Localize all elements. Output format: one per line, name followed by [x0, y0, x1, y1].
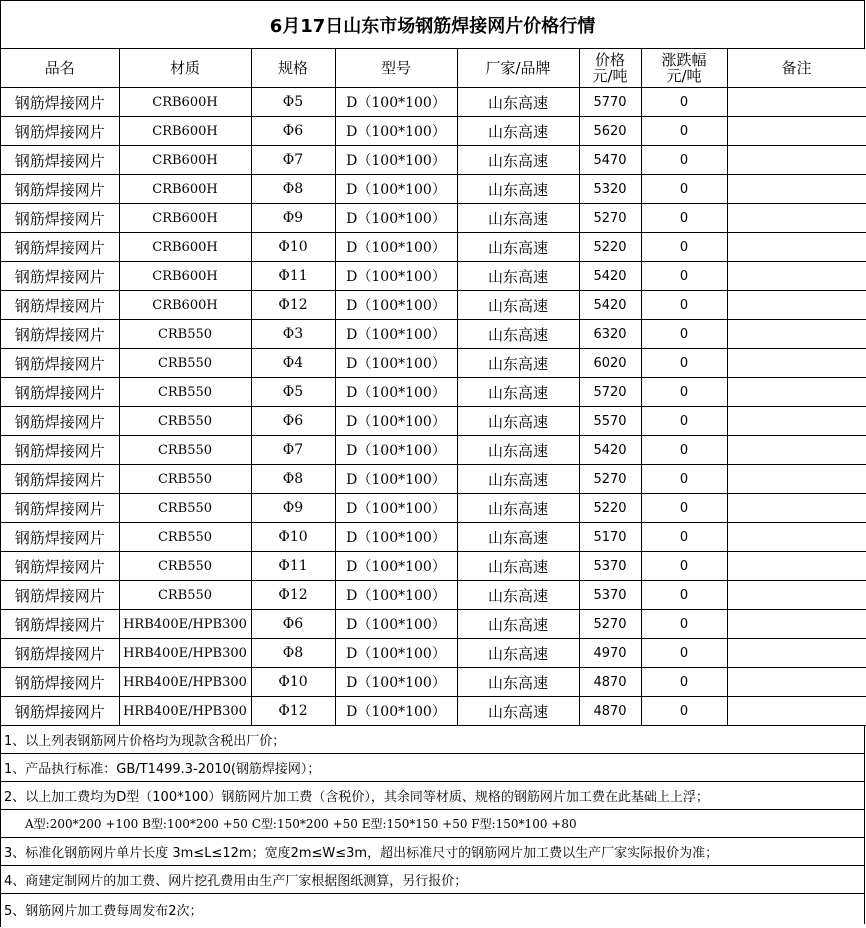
cell-spec: Φ8 — [251, 175, 335, 204]
table-row — [1, 668, 866, 697]
cell-price: 5320 — [579, 175, 641, 204]
table-row — [1, 697, 866, 726]
cell-remark — [727, 436, 866, 465]
cell-remark — [727, 465, 866, 494]
cell-name: 钢筋焊接网片 — [1, 204, 119, 233]
cell-name: 钢筋焊接网片 — [1, 581, 119, 610]
cell-name: 钢筋焊接网片 — [1, 378, 119, 407]
cell-price: 5270 — [579, 610, 641, 639]
cell-change: 0 — [641, 407, 727, 436]
cell-spec: Φ6 — [251, 610, 335, 639]
cell-remark — [727, 233, 866, 262]
cell-material: CRB550 — [119, 552, 251, 581]
cell-spec: Φ12 — [251, 581, 335, 610]
cell-name: 钢筋焊接网片 — [1, 233, 119, 262]
cell-material: CRB550 — [119, 494, 251, 523]
table-row — [1, 117, 866, 146]
cell-material: HRB400E/HPB300 — [119, 668, 251, 697]
cell-brand: 山东高速 — [457, 262, 579, 291]
header-change-unit: 元/吨 — [666, 67, 702, 85]
cell-name: 钢筋焊接网片 — [1, 697, 119, 726]
cell-model: D（100*100） — [335, 639, 457, 668]
cell-change: 0 — [641, 523, 727, 552]
cell-model: D（100*100） — [335, 233, 457, 262]
cell-remark — [727, 146, 866, 175]
cell-material: CRB600H — [119, 262, 251, 291]
cell-model: D（100*100） — [335, 465, 457, 494]
cell-brand: 山东高速 — [457, 378, 579, 407]
cell-spec: Φ5 — [251, 88, 335, 117]
cell-model: D（100*100） — [335, 88, 457, 117]
table-row — [1, 291, 866, 320]
table-row — [1, 262, 866, 291]
cell-spec: Φ5 — [251, 378, 335, 407]
cell-model: D（100*100） — [335, 697, 457, 726]
cell-brand: 山东高速 — [457, 581, 579, 610]
table-row — [1, 378, 866, 407]
cell-model: D（100*100） — [335, 117, 457, 146]
sheet-title: 6月17日山东市场钢筋焊接网片价格行情 — [1, 1, 865, 49]
table-row — [1, 146, 866, 175]
cell-remark — [727, 291, 866, 320]
cell-material: HRB400E/HPB300 — [119, 697, 251, 726]
note-line: 5、钢筋网片加工费每周发布2次； — [1, 894, 865, 924]
cell-material: CRB600H — [119, 233, 251, 262]
note-line: 1、产品执行标准：GB/T1499.3-2010(钢筋焊接网）； — [1, 754, 865, 782]
cell-name: 钢筋焊接网片 — [1, 262, 119, 291]
cell-remark — [727, 378, 866, 407]
cell-change: 0 — [641, 349, 727, 378]
cell-spec: Φ3 — [251, 320, 335, 349]
cell-change: 0 — [641, 436, 727, 465]
cell-price: 5170 — [579, 523, 641, 552]
cell-remark — [727, 494, 866, 523]
cell-brand: 山东高速 — [457, 204, 579, 233]
price-table — [1, 49, 866, 726]
cell-name: 钢筋焊接网片 — [1, 88, 119, 117]
cell-brand: 山东高速 — [457, 436, 579, 465]
cell-material: CRB600H — [119, 146, 251, 175]
cell-brand: 山东高速 — [457, 349, 579, 378]
cell-material: CRB550 — [119, 523, 251, 552]
cell-model: D（100*100） — [335, 349, 457, 378]
cell-remark — [727, 407, 866, 436]
cell-brand: 山东高速 — [457, 610, 579, 639]
cell-price: 5570 — [579, 407, 641, 436]
cell-model: D（100*100） — [335, 552, 457, 581]
cell-remark — [727, 581, 866, 610]
cell-remark — [727, 552, 866, 581]
table-row — [1, 523, 866, 552]
cell-name: 钢筋焊接网片 — [1, 465, 119, 494]
cell-name: 钢筋焊接网片 — [1, 552, 119, 581]
cell-brand: 山东高速 — [457, 407, 579, 436]
table-row — [1, 639, 866, 668]
cell-spec: Φ11 — [251, 262, 335, 291]
cell-material: CRB600H — [119, 291, 251, 320]
cell-model: D（100*100） — [335, 262, 457, 291]
cell-change: 0 — [641, 117, 727, 146]
cell-change: 0 — [641, 610, 727, 639]
cell-remark — [727, 88, 866, 117]
cell-material: CRB600H — [119, 117, 251, 146]
note-line: 2、以上加工费均为D型（100*100）钢筋网片加工费（含税价），其余同等材质、规格的钢筋网片加工费在此基础上上浮； — [1, 782, 865, 810]
cell-change: 0 — [641, 262, 727, 291]
cell-change: 0 — [641, 291, 727, 320]
cell-remark — [727, 175, 866, 204]
cell-material: CRB550 — [119, 349, 251, 378]
cell-brand: 山东高速 — [457, 146, 579, 175]
table-row — [1, 233, 866, 262]
table-row — [1, 320, 866, 349]
cell-spec: Φ8 — [251, 639, 335, 668]
cell-remark — [727, 320, 866, 349]
cell-change: 0 — [641, 552, 727, 581]
cell-brand: 山东高速 — [457, 668, 579, 697]
header-change — [641, 49, 727, 88]
cell-change: 0 — [641, 639, 727, 668]
header-remark: 备注 — [727, 49, 866, 88]
cell-change: 0 — [641, 175, 727, 204]
cell-spec: Φ7 — [251, 436, 335, 465]
cell-price: 5420 — [579, 436, 641, 465]
cell-name: 钢筋焊接网片 — [1, 436, 119, 465]
cell-change: 0 — [641, 320, 727, 349]
cell-name: 钢筋焊接网片 — [1, 668, 119, 697]
cell-material: CRB550 — [119, 407, 251, 436]
cell-change: 0 — [641, 668, 727, 697]
cell-name: 钢筋焊接网片 — [1, 639, 119, 668]
cell-model: D（100*100） — [335, 291, 457, 320]
cell-name: 钢筋焊接网片 — [1, 291, 119, 320]
table-header — [1, 49, 866, 88]
note-line: 4、商建定制网片的加工费、网片挖孔费用由生产厂家根据图纸测算，另行报价； — [1, 866, 865, 894]
header-brand: 厂家/品牌 — [457, 49, 579, 88]
cell-brand: 山东高速 — [457, 117, 579, 146]
cell-model: D（100*100） — [335, 146, 457, 175]
cell-price: 5420 — [579, 262, 641, 291]
cell-model: D（100*100） — [335, 204, 457, 233]
cell-model: D（100*100） — [335, 436, 457, 465]
cell-name: 钢筋焊接网片 — [1, 407, 119, 436]
header-price-label: 价格 — [594, 51, 625, 69]
table-row — [1, 204, 866, 233]
table-body — [1, 88, 866, 726]
cell-remark — [727, 204, 866, 233]
table-row — [1, 494, 866, 523]
header-change-label: 涨跌幅 — [661, 51, 707, 69]
cell-spec: Φ6 — [251, 407, 335, 436]
cell-model: D（100*100） — [335, 407, 457, 436]
cell-brand: 山东高速 — [457, 233, 579, 262]
cell-spec: Φ11 — [251, 552, 335, 581]
cell-spec: Φ12 — [251, 291, 335, 320]
cell-change: 0 — [641, 494, 727, 523]
table-row — [1, 610, 866, 639]
cell-price: 6020 — [579, 349, 641, 378]
note-line: 3、标准化钢筋网片单片长度 3m≤L≤12m；宽度2m≤W≤3m，超出标准尺寸的钢筋网片加工费以生产厂家实际报价为准； — [1, 838, 865, 866]
cell-price: 5720 — [579, 378, 641, 407]
cell-price: 5620 — [579, 117, 641, 146]
header-price — [579, 49, 641, 88]
cell-name: 钢筋焊接网片 — [1, 494, 119, 523]
cell-model: D（100*100） — [335, 668, 457, 697]
cell-brand: 山东高速 — [457, 291, 579, 320]
cell-price: 6320 — [579, 320, 641, 349]
table-row — [1, 407, 866, 436]
cell-model: D（100*100） — [335, 494, 457, 523]
header-model: 型号 — [335, 49, 457, 88]
header-spec: 规格 — [251, 49, 335, 88]
cell-spec: Φ9 — [251, 494, 335, 523]
cell-brand: 山东高速 — [457, 320, 579, 349]
cell-model: D（100*100） — [335, 175, 457, 204]
cell-spec: Φ7 — [251, 146, 335, 175]
header-material: 材质 — [119, 49, 251, 88]
header-price-unit: 元/吨 — [592, 67, 628, 85]
cell-brand: 山东高速 — [457, 88, 579, 117]
cell-brand: 山东高速 — [457, 175, 579, 204]
cell-brand: 山东高速 — [457, 523, 579, 552]
cell-remark — [727, 349, 866, 378]
cell-model: D（100*100） — [335, 581, 457, 610]
cell-name: 钢筋焊接网片 — [1, 320, 119, 349]
notes-section — [1, 726, 865, 924]
cell-remark — [727, 523, 866, 552]
table-row — [1, 175, 866, 204]
cell-spec: Φ10 — [251, 523, 335, 552]
cell-material: CRB550 — [119, 436, 251, 465]
cell-brand: 山东高速 — [457, 639, 579, 668]
table-row — [1, 465, 866, 494]
cell-change: 0 — [641, 233, 727, 262]
cell-brand: 山东高速 — [457, 465, 579, 494]
cell-price: 5270 — [579, 204, 641, 233]
cell-remark — [727, 639, 866, 668]
cell-price: 5270 — [579, 465, 641, 494]
cell-remark — [727, 610, 866, 639]
cell-material: HRB400E/HPB300 — [119, 610, 251, 639]
cell-material: CRB600H — [119, 88, 251, 117]
cell-name: 钢筋焊接网片 — [1, 349, 119, 378]
cell-material: CRB550 — [119, 320, 251, 349]
cell-material: CRB600H — [119, 175, 251, 204]
cell-change: 0 — [641, 581, 727, 610]
table-row — [1, 552, 866, 581]
table-row — [1, 349, 866, 378]
cell-change: 0 — [641, 697, 727, 726]
cell-price: 5770 — [579, 88, 641, 117]
cell-model: D（100*100） — [335, 523, 457, 552]
note-line: 1、以上列表钢筋网片价格均为现款含税出厂价； — [1, 726, 865, 754]
cell-price: 5370 — [579, 581, 641, 610]
cell-change: 0 — [641, 465, 727, 494]
cell-spec: Φ10 — [251, 233, 335, 262]
note-line: A型:200*200 +100 B型:100*200 +50 C型:150*200 +50 E型:150*150 +50 F型:150*100 +80 — [1, 810, 865, 838]
cell-price: 5220 — [579, 233, 641, 262]
cell-material: CRB550 — [119, 465, 251, 494]
header-name: 品名 — [1, 49, 119, 88]
cell-name: 钢筋焊接网片 — [1, 117, 119, 146]
cell-model: D（100*100） — [335, 610, 457, 639]
table-row — [1, 436, 866, 465]
cell-price: 5420 — [579, 291, 641, 320]
cell-change: 0 — [641, 204, 727, 233]
cell-remark — [727, 697, 866, 726]
cell-spec: Φ4 — [251, 349, 335, 378]
cell-change: 0 — [641, 378, 727, 407]
cell-brand: 山东高速 — [457, 697, 579, 726]
cell-material: CRB600H — [119, 204, 251, 233]
cell-name: 钢筋焊接网片 — [1, 146, 119, 175]
cell-remark — [727, 117, 866, 146]
cell-price: 4870 — [579, 697, 641, 726]
cell-spec: Φ9 — [251, 204, 335, 233]
cell-spec: Φ6 — [251, 117, 335, 146]
cell-price: 5470 — [579, 146, 641, 175]
table-row — [1, 581, 866, 610]
cell-price: 5370 — [579, 552, 641, 581]
cell-price: 5220 — [579, 494, 641, 523]
cell-material: CRB550 — [119, 581, 251, 610]
cell-brand: 山东高速 — [457, 494, 579, 523]
cell-spec: Φ8 — [251, 465, 335, 494]
cell-change: 0 — [641, 146, 727, 175]
cell-name: 钢筋焊接网片 — [1, 175, 119, 204]
cell-remark — [727, 668, 866, 697]
cell-model: D（100*100） — [335, 378, 457, 407]
cell-spec: Φ10 — [251, 668, 335, 697]
cell-model: D（100*100） — [335, 320, 457, 349]
cell-material: CRB550 — [119, 378, 251, 407]
cell-spec: Φ12 — [251, 697, 335, 726]
header-row — [1, 49, 866, 88]
cell-remark — [727, 262, 866, 291]
cell-material: HRB400E/HPB300 — [119, 639, 251, 668]
cell-name: 钢筋焊接网片 — [1, 610, 119, 639]
cell-price: 4970 — [579, 639, 641, 668]
cell-brand: 山东高速 — [457, 552, 579, 581]
cell-name: 钢筋焊接网片 — [1, 523, 119, 552]
cell-price: 4870 — [579, 668, 641, 697]
cell-change: 0 — [641, 88, 727, 117]
table-row — [1, 88, 866, 117]
